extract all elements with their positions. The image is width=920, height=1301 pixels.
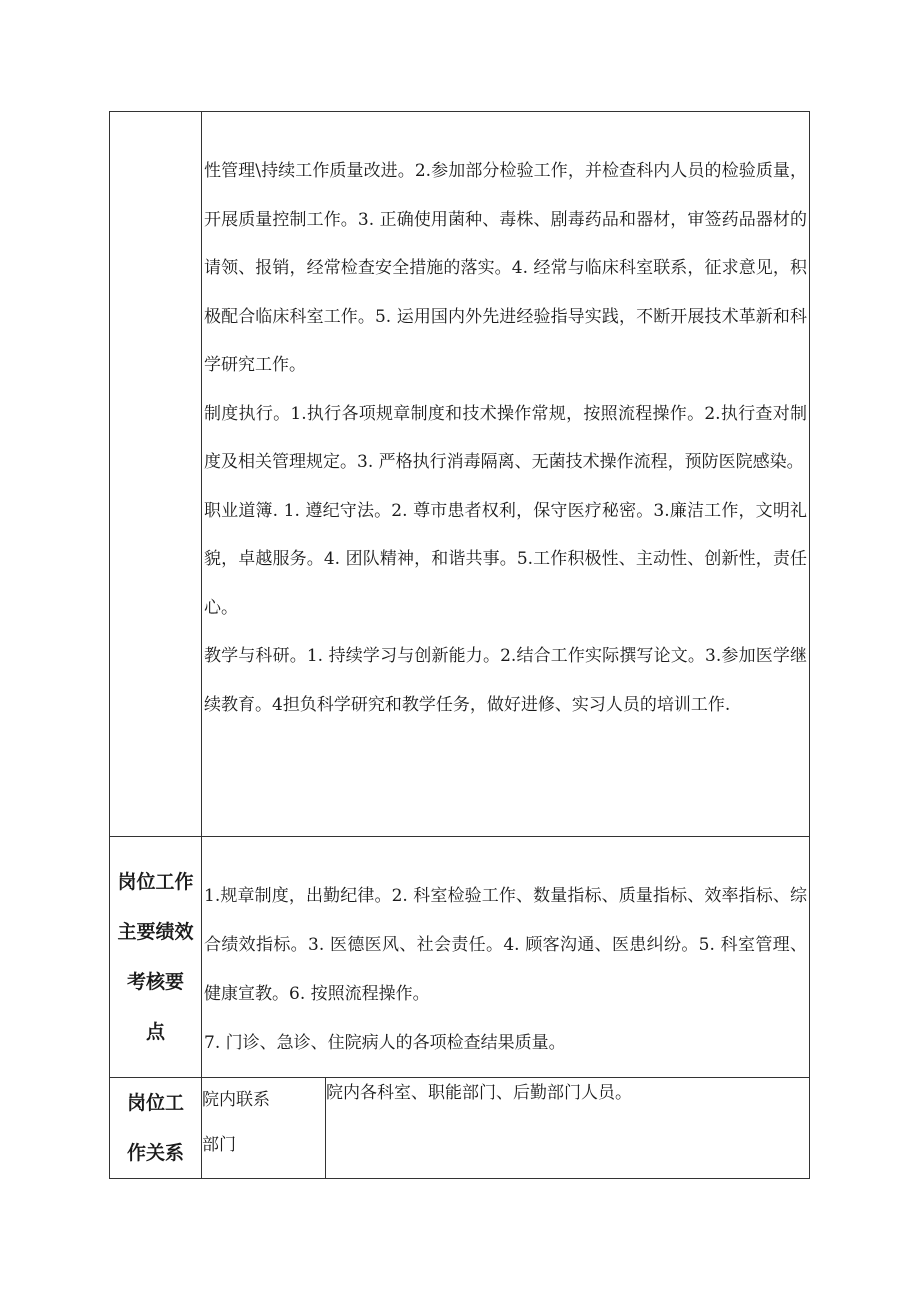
- duties-paragraph-2: 制度执行。1.执行各项规章制度和技术操作常规，按照流程操作。2.执行查对制度及相关管理规定。3. 严格执行消毒隔离、无菌技术操作流程，预防医院感染。: [204, 403, 807, 472]
- relations-label-line-1: 岗位工: [126, 1092, 184, 1114]
- performance-label: [110, 837, 202, 1078]
- duties-cell: [202, 112, 810, 837]
- performance-cell: [202, 837, 810, 1078]
- performance-label-line-1: 岗位工作: [117, 871, 194, 893]
- job-description-table: [109, 111, 810, 1179]
- table-row-relations: [110, 1078, 810, 1179]
- relations-sub-label: [202, 1078, 326, 1179]
- duties-paragraph-3: 职业道簿. 1. 遵纪守法。2. 尊市患者权利，保守医疗秘密。3.廉洁工作，文明礼貌，卓越服务。4. 团队精神，和谐共事。5.工作积极性、主动性、创新性，责任心。: [204, 500, 807, 618]
- performance-label-line-3: 考核要: [126, 971, 184, 993]
- duties-paragraph-1: 性管理\持续工作质量改进。2.参加部分检验工作，并检查科内人员的检验质量，开展质量控制工作。3. 正确使用菌种、毒株、剧毒药品和器材，审签药品器材的请领、报销，经常检查安全措施的落实。4. 经常与临床科室联系，征求意见，积极配合临床科室工作。5. 运用国内外先进经验指导实践，不断开展技术革新和科学研究工作。: [204, 161, 807, 375]
- performance-paragraph-1: 1.规章制度，出勤纪律。2. 科室检验工作、数量指标、质量指标、效率指标、综合绩效指标。3. 医德医风、社会责任。4. 顾客沟通、医患纠纷。5. 科室管理、健康宣教。6. 按照流程操作。: [204, 886, 807, 1004]
- performance-label-line-2: 主要绩效: [117, 921, 194, 943]
- table-row-duties-continued: [110, 112, 810, 837]
- table-row-performance: [110, 837, 810, 1078]
- row-label-empty: [110, 112, 202, 837]
- duties-paragraph-4: 教学与科研。1. 持续学习与创新能力。2.结合工作实际撰写论文。3.参加医学继续教育。4担负科学研究和教学任务，做好进修、实习人员的培训工作.: [204, 646, 807, 715]
- performance-label-line-4: 点: [145, 1021, 165, 1043]
- relations-sub-label-line-2: 部门: [202, 1135, 236, 1155]
- performance-paragraph-2: 7. 门诊、急诊、住院病人的各项检查结果质量。: [204, 1033, 566, 1053]
- relations-sub-label-line-1: 院内联系: [202, 1090, 270, 1110]
- relations-value: 院内各科室、职能部门、后勤部门人员。: [326, 1078, 810, 1179]
- relations-label: [110, 1078, 202, 1179]
- relations-label-line-2: 作关系: [126, 1142, 184, 1164]
